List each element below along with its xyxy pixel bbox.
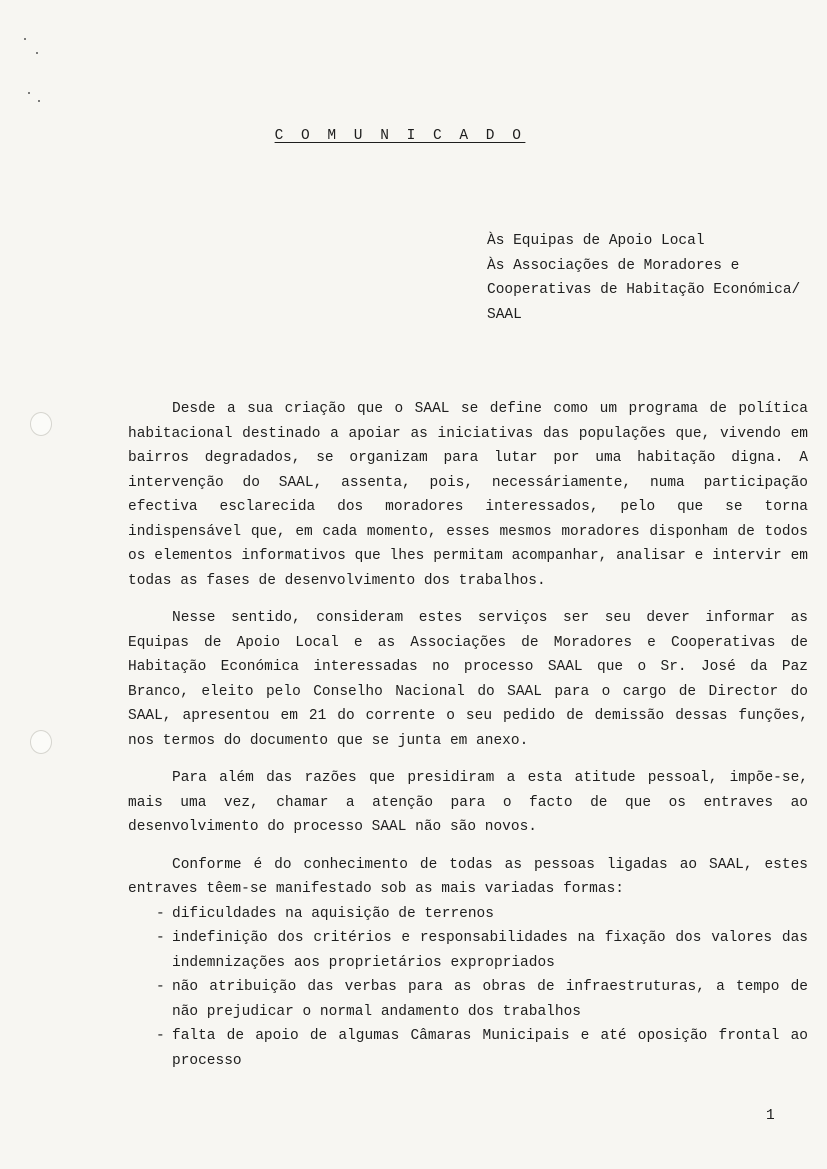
addressee-line: Às Equipas de Apoio Local	[487, 233, 705, 249]
dash-bullet: -	[156, 905, 165, 922]
addressee-line: Às Associações de Moradores e	[487, 257, 740, 274]
addressee-line: SAAL	[487, 306, 522, 323]
paragraph: Nesse sentido, consideram estes serviços ser seu dever informar as Equipas de Apoio Local e as Associações de Moradores e Cooperativas de Habitação Económica interessadas no processo SAAL que o Sr. José da Paz Branco, eleito pelo Conselho Nacional do SAAL para o cargo de Director do SAAL, apresentou em 21 do corrente o seu pedido de demissão dessas funções, nos termos do documento que se junta em anexo.	[128, 610, 808, 749]
dash-bullet: -	[156, 979, 165, 995]
obstacle-list	[128, 902, 808, 1074]
list-item	[128, 1024, 808, 1073]
dash-bullet: -	[156, 1028, 165, 1044]
list-item-text: indefinição dos critérios e responsabilidades na fixação dos valores das indemnizações aos proprietários expropriados	[172, 930, 808, 971]
body-text	[128, 397, 808, 1073]
punch-hole	[30, 412, 52, 436]
addressee-block	[487, 229, 800, 327]
list-item-text: falta de apoio de algumas Câmaras Municipais e até oposição frontal ao processo	[172, 1028, 808, 1069]
list-item-text: não atribuição das verbas para as obras de infraestruturas, a tempo de não prejudicar o normal andamento dos trabalhos	[172, 979, 808, 1020]
punch-hole	[30, 730, 52, 754]
ink-speck	[24, 38, 26, 40]
list-item	[128, 902, 808, 927]
list-item	[128, 926, 808, 975]
list-item	[128, 975, 808, 1024]
ink-speck	[38, 100, 40, 102]
dash-bullet: -	[156, 930, 165, 946]
list-item-text: dificuldades na aquisição de terrenos	[172, 905, 494, 922]
addressee-line: Cooperativas de Habitação Económica/	[487, 282, 801, 298]
ink-speck	[28, 92, 30, 94]
page-number: 1	[766, 1108, 775, 1124]
paragraph: Desde a sua criação que o SAAL se define como um programa de política habitacional destinado a apoiar as iniciativas das populações que, vivendo em bairros degradados, se organizam para lutar por uma habitação digna. A intervenção do SAAL, assenta, pois, necessáriamente, numa participação efectiva esclarecida dos moradores interessados, pelo que se torna indispensável que, em cada momento, esses mesmos moradores disponham de todos os elementos informativos que lhes permitam acompanhar, analisar e intervir em todas as fases de desenvolvimento dos trabalhos.	[128, 401, 808, 589]
ink-speck	[36, 52, 38, 54]
paragraph: Para além das razões que presidiram a esta atitude pessoal, impõe-se, mais uma vez, chamar a atenção para o facto de que os entraves ao desenvolvimento do processo SAAL não são novos.	[128, 770, 808, 835]
paragraph: Conforme é do conhecimento de todas as pessoas ligadas ao SAAL, estes entraves têem-se manifestado sob as mais variadas formas:	[128, 856, 808, 897]
document-title: C O M U N I C A D O	[274, 128, 526, 144]
